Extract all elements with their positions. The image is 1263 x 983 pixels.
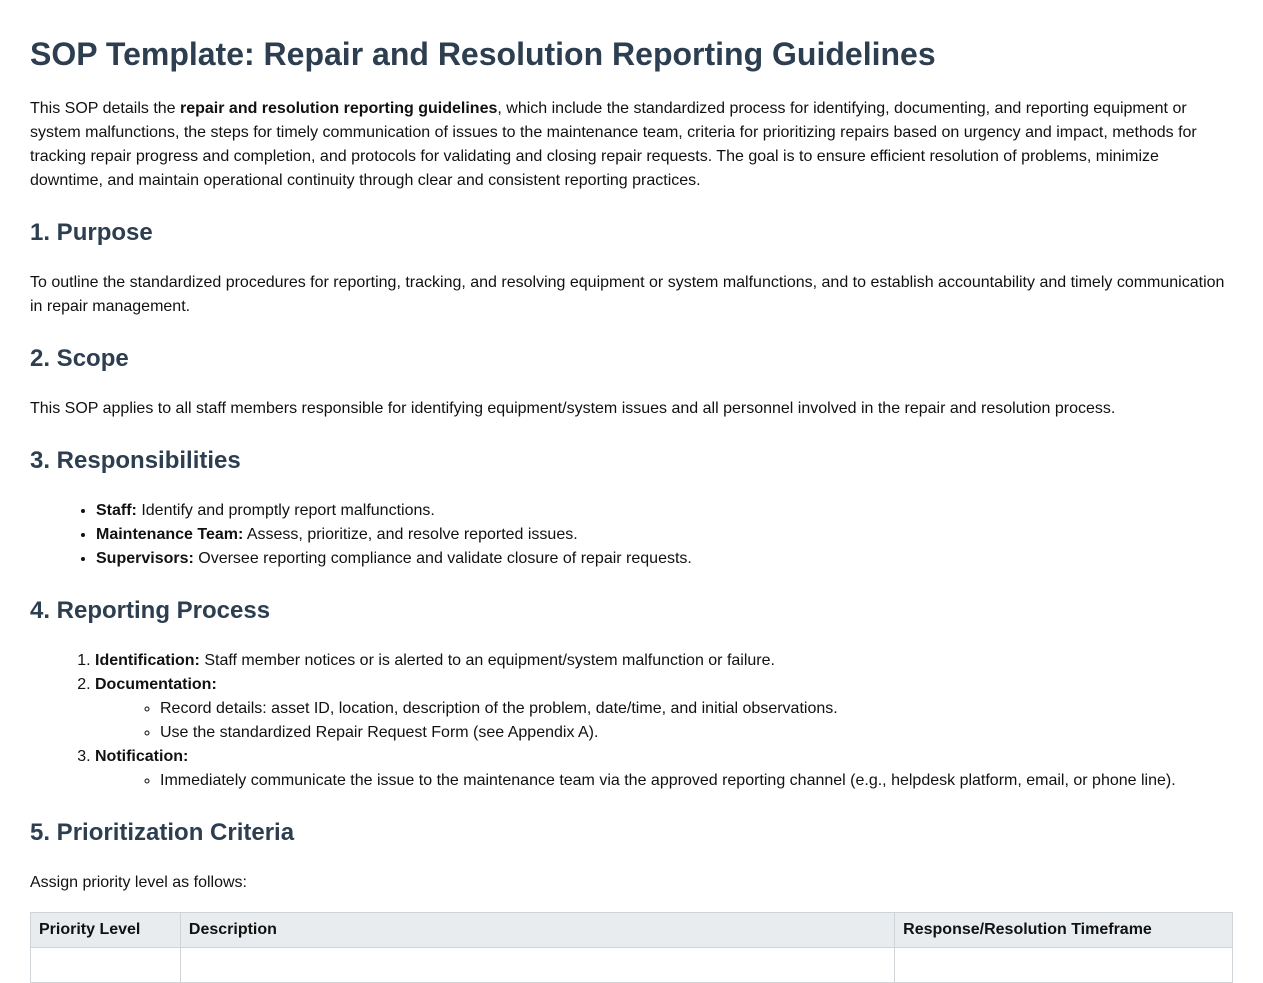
prioritization-heading: 5. Prioritization Criteria <box>30 819 295 846</box>
table-header-priority-level: Priority Level <box>31 913 181 948</box>
list-item-text: Assess, prioritize, and resolve reported issues. <box>243 526 578 543</box>
list-item <box>96 547 1233 571</box>
process-step <box>95 649 1233 673</box>
responsibilities-heading: 3. Responsibilities <box>30 447 241 474</box>
purpose-heading: 1. Purpose <box>30 219 153 246</box>
process-heading: 4. Reporting Process <box>30 597 271 624</box>
list-item <box>96 523 1233 547</box>
process-steps-list <box>30 649 1233 793</box>
list-item-text: Oversee reporting compliance and validate closure of repair requests. <box>193 550 692 567</box>
process-step <box>95 673 1233 745</box>
table-header-description: Description <box>180 913 894 948</box>
process-step-label: Documentation: <box>95 676 217 693</box>
table-row <box>31 948 1233 983</box>
table-cell <box>180 948 894 983</box>
process-substeps-list <box>95 769 1233 793</box>
process-substep: ◦ Immediately communicate the issue to the maintenance team via the approved reporting channel (e.g., helpdesk platform, email, or phone line). <box>160 769 1233 793</box>
process-substeps-list <box>95 697 1233 745</box>
process-step-label: Identification: <box>95 652 200 669</box>
page-title: SOP Template: Repair and Resolution Reporting Guidelines <box>30 36 936 72</box>
priority-table <box>30 912 1233 983</box>
scope-text: This SOP applies to all staff members responsible for identifying equipment/system issues and all personnel involved in the repair and resolution process. <box>30 400 1116 417</box>
list-item <box>96 499 1233 523</box>
table-cell <box>895 948 1233 983</box>
table-header-timeframe: Response/Resolution Timeframe <box>895 913 1233 948</box>
intro-text-bold: repair and resolution reporting guidelines <box>180 100 498 117</box>
responsibilities-list <box>30 499 1233 571</box>
intro-text-before: This SOP details the <box>30 100 180 117</box>
intro-paragraph <box>30 97 1233 193</box>
list-item-label: Staff: <box>96 502 137 519</box>
scope-heading: 2. Scope <box>30 345 129 372</box>
list-item-label: Supervisors: <box>96 550 194 567</box>
intro-text-after: , which include the standardized process for identifying, documenting, and reporting equipment or system malfunctions, the steps for timely communication of issues to the maintenance team, criteria for prioritizing repairs based on urgency and impact, methods for tracking repair progress and completion, and protocols for validating and closing repair requests. The goal is to ensure efficient resolution of problems, minimize downtime, and maintain operational continuity through clear and consistent reporting practices. <box>30 100 1197 189</box>
purpose-text: To outline the standardized procedures for reporting, tracking, and resolving equipment or system malfunctions, and to establish accountability and timely communication in repair management. <box>30 274 1225 315</box>
process-substep: ◦ Record details: asset ID, location, description of the problem, date/time, and initial observations. <box>160 697 1233 721</box>
table-cell <box>31 948 181 983</box>
process-step <box>95 745 1233 793</box>
list-item-text: Identify and promptly report malfunctions. <box>136 502 435 519</box>
process-substep: ◦ Use the standardized Repair Request Form (see Appendix A). <box>160 721 1233 745</box>
process-step-text: Staff member notices or is alerted to an equipment/system malfunction or failure. <box>199 652 775 669</box>
list-item-label: Maintenance Team: <box>96 526 244 543</box>
table-header-row <box>31 913 1233 948</box>
prioritization-text: Assign priority level as follows: <box>30 874 247 891</box>
process-step-label: Notification: <box>95 748 189 765</box>
